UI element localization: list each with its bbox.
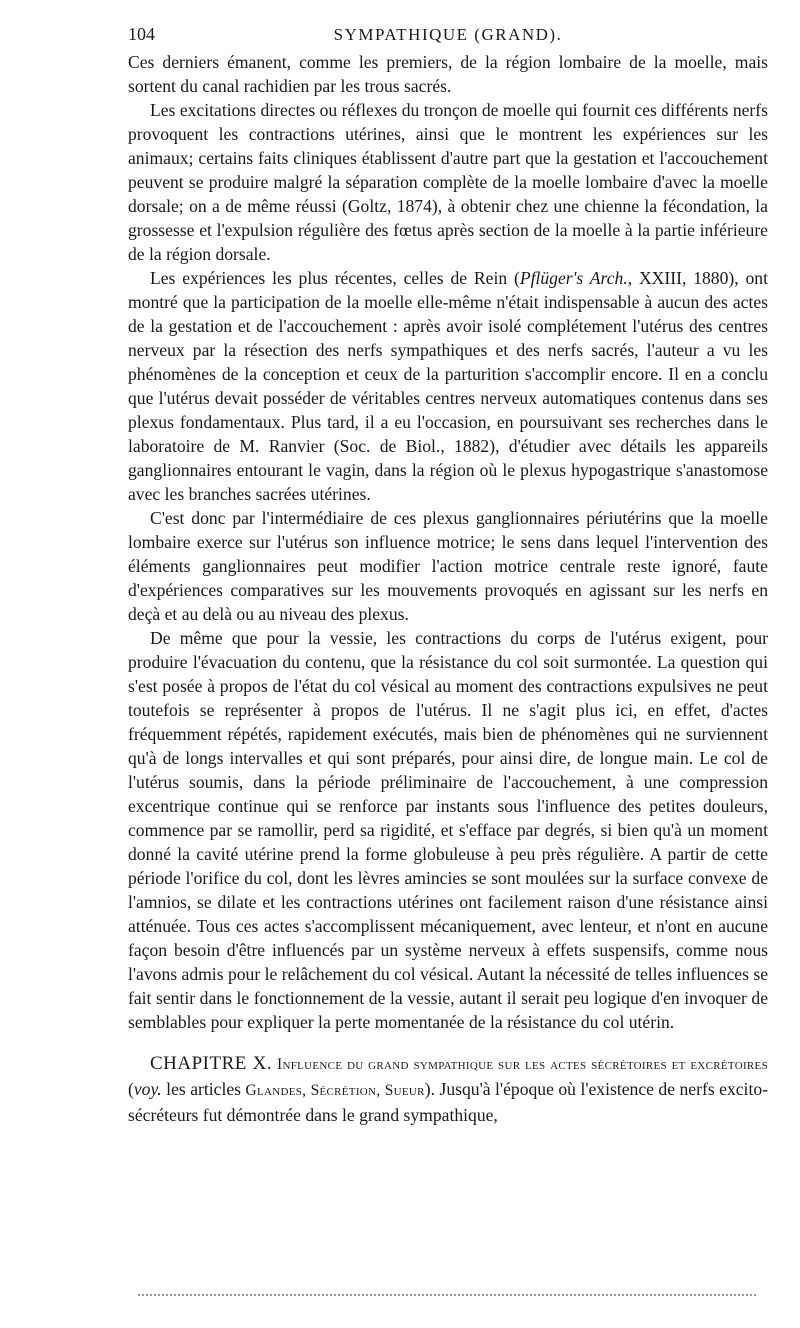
paragraph-5: De même que pour la vessie, les contractions du corps de l'utérus exigent, pour produire l'évacuation du contenu, que la résistance du col soit surmontée. La question qui s'est posée à propos de l'état du col vésical au moment des contractions expulsives ne peut toutefois se représenter à propos de l'utérus. Il ne s'agit plus ici, en effet, d'actes fréquemment répétés, rapidement exécutés, mais bien de phénomènes qui ne surviennent qu'à de longs intervalles et qui sont préparés, pour ainsi dire, de longue main. Le col de l'utérus soumis, dans la période préliminaire de l'accouchement, à une compression excentrique continue qui se renforce par instants sous l'influence des petites douleurs, commence par se ramollir, perd sa rigidité, et s'efface par degrés, si bien qu'à un moment donné la cavité utérine prend la forme globuleuse à peu près régulière. A partir de cette période l'orifice du col, dont les lèvres amincies se sont moulées sur la surface convexe de l'amnios, se dilate et les contractions utérines ont facilement raison d'une résistance ainsi atténuée. Tous ces actes s'accomplissent mécaniquement, avec lenteur, et n'ont en aucune façon besoin d'être influencés par un système nerveux à effets suspensifs, comme nous l'avons admis pour le relâchement du col vésical. Autant la nécessité de telles influences se fait sentir dans le fonctionnement de la vessie, autant il serait peu logique d'en invoquer de semblables pour expliquer la perte momentanée de la résistance du col utérin. <box>128 628 768 1032</box>
journal-citation: Pflüger's Arch. <box>519 268 628 288</box>
page <box>128 24 768 1127</box>
chapter-title: CHAPITRE X. <box>150 1053 273 1074</box>
paragraph-2: Les excitations directes ou réflexes du tronçon de moelle qui fournit ces différents nerfs provoquent les contractions utérines, ainsi que le montrent les expériences sur les animaux; certains faits cliniques établissent d'autre part que la gestation et l'accouchement peuvent se produire malgré la séparation complète de la moelle lombaire d'avec la moelle dorsale; on a de même réussi (Goltz, 1874), à obtenir chez une chienne la fécondation, la grossesse et l'expulsion régulière des fœtus après section de la moelle à la partie inférieure de la région dorsale. <box>128 100 768 264</box>
chapter-references: Glandes, Sécrétion, Sueur <box>245 1082 425 1099</box>
chapter-text: Jusqu'à l'époque où l'existence de nerfs excito-sécréteurs fut démontrée dans le grand sympathique, <box>128 1079 768 1125</box>
paragraph-4: C'est donc par l'intermédiaire de ces plexus ganglionnaires périutérins que la moelle lombaire exerce sur l'utérus son influence motrice; le sens dans lequel l'intervention des éléments ganglionnaires peut modifier l'action motrice centrale reste ignoré, faute d'expériences comparatives sur les mouvements provoqués en agissant sur les nerfs en deçà et au delà ou au niveau des plexus. <box>128 508 768 624</box>
footer-rule <box>138 1294 756 1296</box>
paragraph-3-rest: , XXIII, 1880), ont montré que la participation de la moelle elle-même n'était indispensable à aucun des actes de la gestation et de l'accouchement : après avoir isolé complétement l'utérus des centres nerveux par la résection des nerfs sympathiques et des nerfs sacrés, l'auteur a vu les phénomènes de la conception et ceux de la parturition s'accomplir encore. Il en a conclu que l'utérus devait posséder de véritables centres nerveux automatiques contenus dans ses plexus fondamentaux. Plus tard, il a eu l'occasion, en poursuivant ses recherches dans le laboratoire de M. Ranvier (Soc. de Biol., 1882), d'étudier avec détails les appareils ganglionnaires entourant le vagin, dans la région où le plexus hypogastrique s'anastomose avec les branches sacrées utérines. <box>128 268 768 504</box>
paragraph-3 <box>128 266 768 506</box>
chapter-voy-rest: les articles <box>161 1079 246 1099</box>
page-number: 104 <box>128 24 155 44</box>
chapter-section <box>128 1051 768 1127</box>
chapter-paren-open: ( <box>128 1079 134 1099</box>
page-header <box>128 24 768 50</box>
chapter-heading: Influence du grand sympathique sur les actes sécrétoires et excrétoires <box>277 1056 768 1073</box>
paragraph-3-start: Les expériences les plus récentes, celles de Rein ( <box>150 268 520 288</box>
paragraph-1: Ces derniers émanent, comme les premiers, de la région lombaire de la moelle, mais sortent du canal rachidien par les trous sacrés. <box>128 52 768 96</box>
chapter-voy: voy. <box>133 1079 162 1099</box>
running-title: SYMPATHIQUE (GRAND). <box>333 25 563 44</box>
chapter-paren-close: ). <box>424 1079 440 1099</box>
